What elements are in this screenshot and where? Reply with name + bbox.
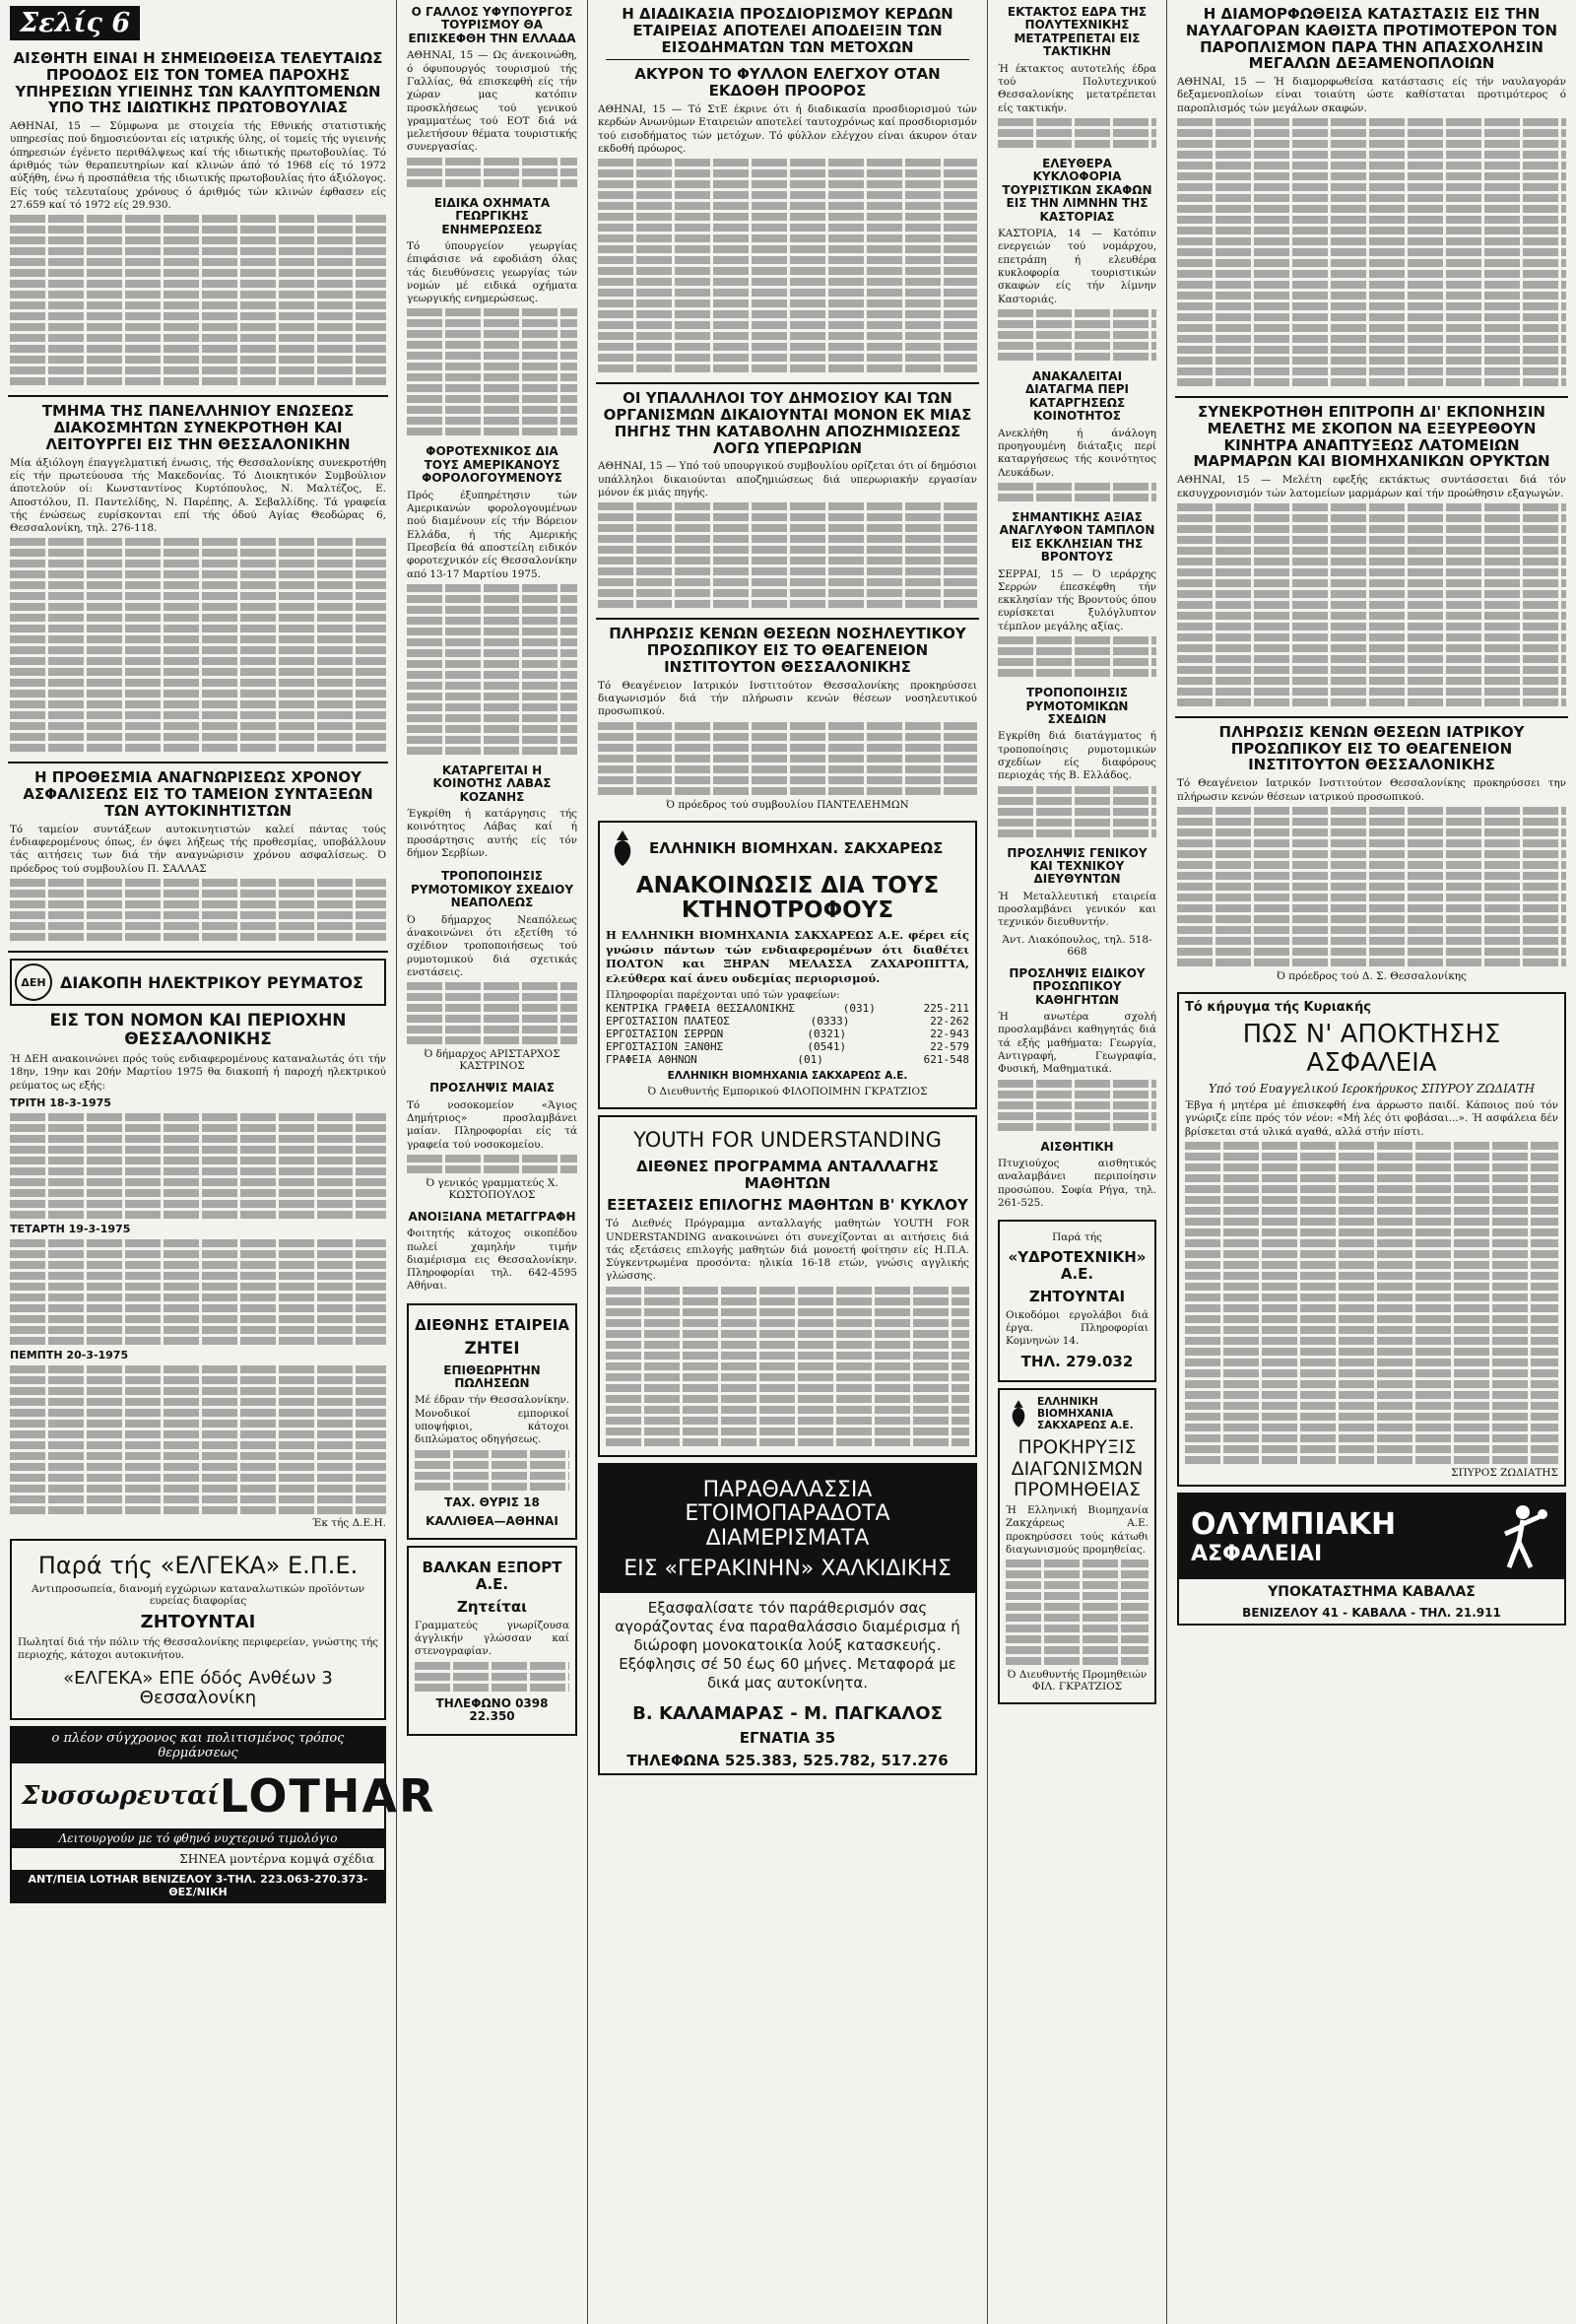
ad-top: ο πλέον σύγχρονος και πολιτισμένος τρόπος θερμάνσεως <box>12 1728 384 1763</box>
article-body: ΑΘΗΝΑΙ, 15 — Ως άνεκοινώθη, ό όφυπουργός τουρισμού τής Γαλλίας, θά επισκεφθή είς τήν χώραν μας κατόπιν προσκλήσεως τού γενικού γραμματέως τού ΕΟΤ διά νά μελετήσουν θέματα τουριστικής συνεργασίας. <box>407 49 577 154</box>
sugar-beet-icon <box>1006 1398 1031 1429</box>
ad-title: ΒΑΛΚΑΝ ΕΞΠΟΡΤ Α.Ε. <box>422 1559 562 1594</box>
headline: Ο ΓΑΛΛΟΣ ΥΦΥΠΟΥΡΓΟΣ ΤΟΥΡΙΣΜΟΥ ΘΑ ΕΠΙΣΚΕΦΘΗ ΤΗΝ ΕΛΛΑΔΑ <box>408 5 576 45</box>
ad-sub: ΔΙΕΘΝΕΣ ΠΡΟΓΡΑΜΜΑ ΑΝΤΑΛΛΑΓΗΣ ΜΑΘΗΤΩΝ <box>636 1157 939 1192</box>
dei-banner: ΔΙΑΚΟΠΗ ΗΛΕΚΤΡΙΚΟΥ ΡΕΥΜΑΤΟΣ <box>60 972 363 992</box>
headline: Η ΔΙΑΜΟΡΦΩΘΕΙΣΑ ΚΑΤΑΣΤΑΣΙΣ ΕΙΣ ΤΗΝ ΝΑΥΛΑΓΟΡΑΝ ΚΑΘΙΣΤΑ ΠΡΟΤΙΜΟΤΕΡΟΝ ΤΟΝ ΠΑΡΟΠΛΙΣΜΟΝ ΠΑΡΑ ΤΗΝ ΑΠΑΣΧΟΛΗΣΙΝ ΜΕΓΑΛΩΝ ΔΕΞΑΜΕΝΟΠΛΟΙΩΝ <box>1185 5 1558 73</box>
column-3 <box>588 0 987 2324</box>
ad-title: ΔΙΕΘΝΗΣ ΕΤΑΙΡΕΙΑ <box>415 1315 569 1334</box>
article-signature: Ό πρόεδρος τού συμβουλίου ΠΑΝΤΕΛΕΗΜΩΝ <box>666 798 909 811</box>
column-4 <box>988 0 1166 2324</box>
ad-headline: Παρά τής «ΕΛΓΕΚΑ» Ε.Π.Ε. <box>37 1551 359 1579</box>
ad-location: ΕΙΣ «ΓΕΡΑΚΙΝΗΝ» ΧΑΛΚΙΔΙΚΗΣ <box>624 1556 952 1581</box>
office-row: ΕΡΓΟΣΤΑΣΙΟΝ ΞΑΝΘΗΣ (0541) 22-579 <box>606 1040 969 1054</box>
article-polytechnic <box>998 6 1156 148</box>
ad-brand: LOTHAR <box>219 1768 436 1823</box>
ad-text: Οικοδόμοι εργολάβοι διά έργα. Πληροφορίαι Κομνηνών 14. <box>1006 1308 1149 1348</box>
article-town-plans <box>998 687 1156 837</box>
headline: ΠΡΟΣΛΗΨΙΣ ΕΙΔΙΚΟΥ ΠΡΟΣΩΠΙΚΟΥ ΚΑΘΗΓΗΤΩΝ <box>1009 965 1146 1007</box>
office-row: ΕΡΓΟΣΤΑΣΙΟΝ ΠΛΑΤΕΟΣ (0333) 22-262 <box>606 1015 969 1029</box>
article-body: Πρός έξυπηρέτησιν τών Αμερικανών φορολογουμένων πού διαμένουν είς τήν Βόρειον Ελλάδα, ή τής Αμερικής Πρεσβεία θά αποστείλη ειδικόν φοροτεχνικόν είς Θεσσαλονίκην από 13-17 Μαρτίου 1975. <box>407 489 577 580</box>
article-body: Ή ανωτέρα σχολή προσλαμβάνει καθηγητάς διά τά εξής μαθήματα: Γεωργία, Αντιγραφή, Γεωγραφία, Φυσική, Μαθηματικά. <box>998 1011 1156 1076</box>
ad-names: Β. ΚΑΛΑΜΑΡΑΣ - Μ. ΠΑΓΚΑΛΟΣ <box>632 1703 943 1725</box>
headline: ΠΛΗΡΩΣΙΣ ΚΕΝΩΝ ΘΕΣΕΩΝ ΙΑΤΡΙΚΟΥ ΠΡΟΣΩΠΙΚΟΥ ΕΙΣ ΤΟ ΘΕΑΓΕΝΕΙΟΝ ΙΝΣΤΙΤΟΥΤΟΝ ΘΕΣΣΑΛΟΝΙΚΗΣ <box>1218 722 1525 774</box>
article-shipping-market <box>1177 6 1566 386</box>
headline: Η ΠΡΟΘΕΣΜΙΑ ΑΝΑΓΝΩΡΙΣΕΩΣ ΧΡΟΝΟΥ ΑΣΦΑΛΙΣΕΩΣ ΕΙΣ ΤΟ ΤΑΜΕΙΟΝ ΣΥΝΤΑΞΕΩΝ ΤΩΝ ΑΥΤΟΚΙΝΗΤΙΣΤΩΝ <box>23 768 373 821</box>
headline: ΠΡΟΣΛΗΨΙΣ ΜΑΙΑΣ <box>429 1081 555 1096</box>
ad-box: ΤΑΧ. ΘΥΡΙΣ 18 <box>444 1494 540 1509</box>
ad-text: Γραμματεύς γνωρίζουσα άγγλικήν γλώσσαν καί στενογραφίαν. <box>415 1619 569 1658</box>
article-public-employees <box>598 390 977 608</box>
column-5 <box>1167 0 1576 2324</box>
headline: ΕΙΣ ΤΟΝ ΝΟΜΟΝ ΚΑΙ ΠΕΡΙΟΧΗΝ ΘΕΣΣΑΛΟΝΙΚΗΣ <box>49 1011 347 1050</box>
ad-sugar-tenders <box>998 1388 1156 1704</box>
ad-phones: ΤΗΛΕΦΩΝΑ 525.383, 525.782, 517.276 <box>626 1752 949 1770</box>
ad-phone: ΤΗΛ. 279.032 <box>1020 1353 1134 1371</box>
ad-novelty: ΣΗΝΕΑ μοντέρνα κομψά σχέδια <box>179 1851 374 1866</box>
ad-text: Τό Διεθνές Πρόγραμμα ανταλλαγής μαθητών YOUTH FOR UNDERSTANDING ανακοινώνει ότι συνεχίζονται αι αιτήσεις διά τάς εξετάσεις επιλογής μαθητών διά μονοετή φοίτησιν είς Η.Π.Α. Σύγκεντρωμένα προσόντα: ηλικία 16-18 ετών, γνώσις αγγλικής γλώσσης. <box>606 1218 969 1283</box>
ad-wanted: ΖΗΤΕΙ <box>464 1338 520 1359</box>
dei-logo: ΔΕΗ <box>15 963 52 1001</box>
discus-thrower-icon <box>1493 1502 1552 1571</box>
article-company-profits <box>598 6 977 372</box>
article-signature: Άντ. Λιακόπουλος, τηλ. 518-668 <box>1002 933 1152 958</box>
ad-brand-script: Συσσωρευταί <box>22 1780 220 1811</box>
headline: Η ΔΙΑΔΙΚΑΣΙΑ ΠΡΟΣΔΙΟΡΙΣΜΟΥ ΚΕΡΔΩΝ ΕΤΑΙΡΕΙΑΣ ΑΠΟΤΕΛΕΙ ΑΠΟΔΕΙΞΙΝ ΤΩΝ ΕΙΣΟΔΗΜΑΤΩΝ ΤΩΝ ΜΕΤΟΧΩΝ <box>622 5 953 56</box>
article-midwife <box>407 1082 577 1201</box>
ad-brand: ΟΛΥΜΠΙΑΚΗ <box>1191 1506 1397 1542</box>
ad-footer: ΕΛΛΗΝΙΚΗ ΒΙΟΜΗΧΑΝΙΑ ΣΑΚΧΑΡΕΩΣ Α.Ε. <box>667 1070 908 1083</box>
article-classified <box>407 1211 577 1294</box>
headline: ΠΡΟΣΛΗΨΙΣ ΓΕΝΙΚΟΥ ΚΑΙ ΤΕΧΝΙΚΟΥ ΔΙΕΥΘΥΝΤΩΝ <box>1007 845 1148 887</box>
headline: ΕΛΕΥΘΕΡΑ ΚΥΚΛΟΦΟΡΙΑ ΤΟΥΡΙΣΤΙΚΩΝ ΣΚΑΦΩΝ ΕΙΣ ΤΗΝ ΛΙΜΝΗΝ ΤΗΣ ΚΑΣΤΟΡΙΑΣ <box>1002 156 1152 224</box>
article-body: ΑΘΗΝΑΙ, 15 — Σύμφωνα με στοιχεία τής Εθνικής στατιστικής υπηρεσίας πού δημοσιεύονται είς ιατρικής ύλης, οί τομείς τής υγιεινής όπηρεσιών έγένετο περιθάλψεως καί τής ιδιωτικής πρωτοβουλίας. Τό άριθμός τών θεραπευτηρίων καί κλινών άπό τό 1968 είς τό 1972 αύξήθη, ένω ή προσπάθεια τής ιδιωτικής πρωτοβουλίας ήτο άξιόλογος. Είς τούς τελευταίους χρόνους ό άριθμός τών κλινών έφθασεν είς 27.659 καί τό 1972 είς 29.930. <box>10 120 386 211</box>
outage-day: ΤΡΙΤΗ 18-3-1975 <box>10 1096 111 1109</box>
ad-city: ΚΑΛΛΙΘΕΑ—ΑΘΗΝΑΙ <box>426 1514 558 1529</box>
sugar-beet-icon <box>606 829 639 868</box>
ad-balkan-export <box>407 1546 577 1735</box>
headline: ΠΩΣ Ν' ΑΠΟΚΤΗΣΗΣ ΑΣΦΑΛΕΙΑ <box>1242 1019 1501 1078</box>
ad-street: ΕΓΝΑΤΙΑ 35 <box>739 1729 836 1748</box>
ad-company: ΕΛΛΗΝΙΚΗ ΒΙΟΜΗΧΑΝ. ΣΑΚΧΑΡΕΩΣ <box>649 838 944 857</box>
article-tax-advisor <box>407 445 577 754</box>
ad-address: ΒΕΝΙΖΕΛΟΥ 41 - ΚΑΒΑΛΑ - ΤΗΛ. 21.911 <box>1242 1605 1501 1620</box>
article-neapolis-plan <box>407 870 577 1072</box>
ad-company: «ΥΔΡΟΤΕΧΝΙΚΗ» Α.Ε. <box>1008 1248 1147 1283</box>
article-body: Τό νοσοκομείον «Άγιος Δημήτριος» προσλαμβάνει μαίαν. Πληροφορίαι είς τά γραφεία τού νοσοκομείου. <box>407 1098 577 1151</box>
article-marble-quarries <box>1177 404 1566 706</box>
ad-wanted: ΖΗΤΟΥΝΤΑΙ <box>1028 1287 1126 1305</box>
ad-text: Πωληταί διά τήν πόλιν τής Θεσσαλονίκης περιφερείαν, γνώστης τής περιοχής, κάτοχοι αυτοκινήτου. <box>18 1636 378 1662</box>
ad-branch: ΥΠΟΚΑΤΑΣΤΗΜΑ ΚΑΒΑΛΑΣ <box>1268 1583 1476 1600</box>
page-masthead: Σελίς 6 <box>10 6 140 40</box>
article-medical-staff <box>1177 724 1566 982</box>
ad-headline: ΠΡΟΚΗΡΥΞΙΣ ΔΙΑΓΩΝΙΣΜΩΝ ΠΡΟΜΗΘΕΙΑΣ <box>1011 1436 1144 1500</box>
article-body: Ανεκλήθη ή άνάλογη προηγουμένη διάταξις περί καταργήσεως τής κοινότητος Λευκάδων. <box>998 427 1156 479</box>
article-kastoria-boats <box>998 158 1156 361</box>
article-body: ΑΘΗΝΑΙ, 15 — Ή διαμορφωθείσα κατάστασις είς τήν ναυλαγοράν δεξαμενοπλοίων είναι τοιαύτη ώστε καθίσταται προτιμότερος ό παροπλισμός τών μεγάλων σκαφών. <box>1177 76 1566 114</box>
article-body: Φοιτητής κάτοχος οικοπέδου πωλεί χαμηλήν τιμήν διαμέρισμα εις Θεσσαλονίκην. Πληροφορίαι τηλ. 642-4595 Αθήναι. <box>407 1228 577 1293</box>
ad-address: ΑΝΤ/ΠΕΙΑ LOTHAR ΒΕΝΙΖΕΛΟΥ 3-ΤΗΛ. 223.063-270.373-ΘΕΣ/ΝΙΚΗ <box>12 1870 384 1901</box>
headline: ΠΛΗΡΩΣΙΣ ΚΕΝΩΝ ΘΕΣΕΩΝ ΝΟΣΗΛΕΥΤΙΚΟΥ ΠΡΟΣΩΠΙΚΟΥ ΕΙΣ ΤΟ ΘΕΑΓΕΝΕΙΟΝ ΙΝΣΤΙΤΟΥΤΟΝ ΘΕΣΣΑΛΟΝΙΚΗΣ <box>609 625 966 676</box>
headline: ΣΥΝΕΚΡΟΤΗΘΗ ΕΠΙΤΡΟΠΗ ΔΙ' ΕΚΠΟΝΗΣΙΝ ΜΕΛΕΤΗΣ ΜΕ ΣΚΟΠΟΝ ΝΑ ΕΞΕΥΡΕΘΟΥΝ ΚΙΝΗΤΡΑ ΑΝΑΠΤΥΞΕΩΣ ΛΑΤΟΜΕΙΩΝ ΜΑΡΜΑΡΩΝ ΚΑΙ ΒΙΟΜΗΧΑΝΙΚΩΝ ΟΡΥΚΤΩΝ <box>1193 403 1550 471</box>
article-decree-revoked <box>998 370 1156 501</box>
ad-address: «ΕΛΓΕΚΑ» ΕΠΕ όδός Ανθέων 3 Θεσσαλονίκη <box>63 1667 333 1708</box>
article-signature: ΣΠΥΡΟΣ ΖΩΔΙΑΤΗΣ <box>1451 1466 1558 1479</box>
outage-day: ΠΕΜΠΤΗ 20-3-1975 <box>10 1348 129 1361</box>
headline: ΑΝΟΙΞΙΑΝΑ ΜΕΤΑΓΓΡΑΦΗ <box>408 1209 576 1224</box>
ad-company: ΕΛΛΗΝΙΚΗ ΒΙΟΜΗΧΑΝΙΑ ΣΑΚΧΑΡΕΩΣ Α.Ε. <box>1037 1396 1134 1432</box>
article-directors <box>998 847 1156 958</box>
article-agriculture-vehicles <box>407 197 577 436</box>
article-teachers <box>998 967 1156 1131</box>
ad-role: ΕΠΙΘΕΩΡΗΤΗΝ ΠΩΛΗΣΕΩΝ <box>443 1362 541 1390</box>
headline: ΟΙ ΥΠΑΛΛΗΛΟΙ ΤΟΥ ΔΗΜΟΣΙΟΥ ΚΑΙ ΤΩΝ ΟΡΓΑΝΙΣΜΩΝ ΔΙΚΑΙΟΥΝΤΑΙ ΜΟΝΟΝ ΕΚ ΜΙΑΣ ΠΗΓΗΣ ΤΗΝ ΚΑΤΑΒΟΛΗΝ ΑΠΟΖΗΜΙΩΣΕΩΣ ΛΟΓΩ ΥΠΕΡΩΡΙΩΝ <box>603 389 972 457</box>
article-body: ΚΑΣΤΟΡΙΑ, 14 — Κατόπιν ενεργειών τού νομάρχου, επετράπη ή ελευθέρα κυκλοφορία τουριστικών σκαφών είς τήν λίμνην Καστοριάς. <box>998 228 1156 305</box>
ad-hydrotechniki <box>998 1220 1156 1382</box>
ad-sub: Αντιπροσωπεία, διανομή εγχώριων καταναλωτικών προϊόντων ευρείας διαφορίας <box>31 1582 365 1607</box>
article-health-services <box>10 50 386 385</box>
article-insurance-deadline <box>10 769 386 941</box>
notice-signoff: Έκ τής Δ.Ε.Η. <box>311 1516 386 1529</box>
article-body: Μία άξιόλογη έπαγγελματική ένωσις, τής Θεσσαλονίκης συνεκροτήθη είς τήν πρωτεύουσα τής Μακεδονίας. Τό Διοικητικόν Συμβούλιον άποτελούν οί: Κωνσταντίνος Κυρτόπουλος, Ν. Μαλτέζος, Ε. Αποστόλου, Π. Παντελίδης, Ν. Παρέπης, Α. Σεβαλλίδης. Τά γραφεία τής ένώσεως ευρίσκονται επί τής όδού Αγίας Θεοδώρας 6, Θεσσαλονίκη, τηλ. 276-118. <box>10 456 386 535</box>
article-body: Ό δήμαρχος Νεαπόλεως άνακοινώνει ότι εξετίθη τό σχέδιον τροποποιήσεως τού ρυμοτομικού διά σχετικάς ενστάσεις. <box>407 913 577 978</box>
article-signature: Ό πρόεδρος τού Δ. Σ. Θεσσαλονίκης <box>1277 969 1467 982</box>
office-row: ΚΕΝΤΡΙΚΑ ΓΡΑΦΕΙΑ ΘΕΣΣΑΛΟΝΙΚΗΣ (031) 225-211 <box>606 1002 969 1016</box>
ad-wanted: Ζητείται <box>456 1598 528 1617</box>
office-row: ΕΡΓΟΣΤΑΣΙΟΝ ΣΕΡΡΩΝ (0321) 22-943 <box>606 1028 969 1041</box>
ad-signature: Ό Διευθυντής Εμπορικού ΦΙΛΟΠΟΙΜΗΝ ΓΚΡΑΤΖΙΟΣ <box>647 1086 928 1098</box>
article-sunday-sermon <box>1177 992 1566 1487</box>
notice-intro: Ή ΔΕΗ ανακοινώνει πρός τούς ενδιαφερομένους καταναλωτάς ότι τήν 18ην, 19ην και 20ήν Μαρτίου 1975 θα διακοπή ή παροχή ηλεκτρικού ρεύματος ως εξής: <box>10 1053 386 1092</box>
article-body: Τό ταμείον συντάξεων αυτοκινητιστών καλεί πάντας τούς ένδιαφερομένους όπως, έν όψει λήξεως τής προθεσμίας, υποβάλλουν τάς αιτήσεις των διά τήν αναγνώρισιν χρόνου ασφαλίσεως. Ό πρόεδρος τού συμβουλίου Π. ΣΑΛΛΑΣ <box>10 823 386 875</box>
ad-sugar-industry <box>598 821 977 1110</box>
headline: ΕΙΔΙΚΑ ΟΧΗΜΑΤΑ ΓΕΩΡΓΙΚΗΣ ΕΝΗΜΕΡΩΣΕΩΣ <box>433 195 551 236</box>
column-2 <box>397 0 587 2324</box>
article-signature: Ό γενικός γραμματεύς Χ. ΚΩΣΤΟΠΟΥΛΟΣ <box>426 1176 558 1201</box>
ad-wanted: ΖΗΤΟΥΝΤΑΙ <box>140 1611 256 1632</box>
article-body: Ή έκτακτος αυτοτελής έδρα τού Πολυτεχνικού Θεσσαλονίκης μετατρέπεται είς τακτικήν. <box>998 62 1156 114</box>
headline: ΚΑΤΑΡΓΕΙΤΑΙ Η ΚΟΙΝΟΤΗΣ ΛΑΒΑΣ ΚΟΖΑΝΗΣ <box>432 763 552 804</box>
subheadline: ΑΚΥΡΟΝ ΤΟ ΦΥΛΛΟΝ ΕΛΕΓΧΟΥ ΟΤΑΝ ΕΚΔΟΘΗ ΠΡΟΟΡΟΣ <box>634 65 941 100</box>
ad-text: Εξασφαλίσατε τόν παράθερισμόν σας αγοράζοντας ένα παραθαλάσσιο διαμέρισμα ή διώροφη μονοκατοικία λούξ κατασκευής. Εξόφλησις σέ 50 έως 60 μήνες. Μεταφορά με δικά μας αυτοκίνητα. <box>615 1599 960 1693</box>
headline: ΑΝΑΚΑΛΕΙΤΑΙ ΔΙΑΤΑΓΜΑ ΠΕΡΙ ΚΑΤΑΡΓΗΣΕΩΣ ΚΟΙΝΟΤΗΤΟΣ <box>1024 368 1130 424</box>
headline: ΤΡΟΠΟΠΟΙΗΣΙΣ ΡΥΜΟΤΟΜΙΚΟΥ ΣΧΕΔΙΟΥ ΝΕΑΠΟΛΕΩΣ <box>410 869 574 910</box>
ad-elgeka <box>10 1539 386 1720</box>
column-1 <box>0 0 436 2324</box>
article-body: ΑΘΗΝΑΙ, 15 — Τό ΣτΕ έκρινε ότι ή διαδικασία προσδιορισμού τών κερδών Ανωνύμων Εταιρειών αποτελεί ταυτοχρόνως καί προσδιορισμόν τού εισοδήματος τών μετόχων. Τό φύλλον ελέγχου είναι άκυρον όταν εκδοθή πρόωρος. <box>598 102 977 155</box>
article-decorators-union <box>10 403 386 752</box>
article-body: Εγκρίθη διά διατάγματος ή τροποποίησις ρυμοτομικών σχεδίων είς διαφόρους περιοχάς τής Β. Ελλάδος. <box>998 730 1156 782</box>
ad-phone: ΤΗΛΕΦΩΝΟ 0398 22.350 <box>435 1695 549 1724</box>
article-body: ΑΘΗΝΑΙ, 15 — Μελέτη εφεξής εκτάκτως συντάσσεται διά τόν εκσυγχρονισμόν τών λατομείων μαρμάρων καί τήν προώθησιν εξαγωγών. <box>1177 474 1566 499</box>
headline: ΕΚΤΑΚΤΟΣ ΕΔΡΑ ΤΗΣ ΠΟΛΥΤΕΧΝΙΚΗΣ ΜΕΤΑΤΡΕΠΕΤΑΙ ΕΙΣ ΤΑΚΤΙΚΗΝ <box>1007 5 1148 59</box>
ad-text: Μέ έδραν τήν Θεσσαλονίκην. Μονοδικοί εμπορικοί υποψήφιοι, κάτοχοι διπλώματος οδηγήσεως. <box>415 1394 569 1446</box>
article-body: Έγκρίθη ή κατάργησις τής κοινότητος Λάβας καί ή προσάρτησις αυτής είς τόν δήμον Σερβίων. <box>407 808 577 860</box>
article-lava-community <box>407 764 577 861</box>
article-french-minister <box>407 6 577 187</box>
ad-international-company <box>407 1303 577 1541</box>
column-kicker: Τό κήρυγμα τής Κυριακής <box>1185 999 1371 1015</box>
article-nursing-staff <box>598 626 977 810</box>
ad-pre: Παρά τής <box>1052 1231 1102 1244</box>
ad-signature: Ό Διευθυντής Προμηθειών ΦΙΛ. ΓΚΡΑΤΖΙΟΣ <box>1007 1669 1148 1693</box>
headline: ΤΡΟΠΟΠΟΙΗΣΙΣ ΡΥΜΟΤΟΜΙΚΩΝ ΣΧΕΔΙΩΝ <box>1025 686 1129 726</box>
ad-text: Ή Ελληνική Βιομηχανία Ζακχάρεως Α.Ε. προκηρύσσει τούς κάτωθι διαγωνισμούς προμηθείας. <box>1006 1504 1149 1556</box>
notice-power-outage <box>10 959 386 1529</box>
office-row: ΓΡΑΦΕΙΑ ΑΘΗΝΩΝ (01) 621-548 <box>606 1053 969 1067</box>
ad-subtitle: Πληροφορίαι παρέχονται υπό τών γραφείων: <box>606 989 840 1002</box>
headline: ΑΙΣΘΗΤΙΚΗ <box>1040 1139 1114 1154</box>
article-body: Τό Θεαγένειον Ιατρικόν Ινστιτούτον Θεσσαλονίκης προκηρύσσει διαγωνισμόν διά τήν πλήρωσιν κενών θέσεων νοσηλευτικού προσωπικού. <box>598 679 977 718</box>
ad-olympic-insurance <box>1177 1493 1566 1626</box>
ad-headline: YOUTH FOR UNDERSTANDING <box>633 1128 942 1153</box>
outage-day: ΤΕΤΑΡΤΗ 19-3-1975 <box>10 1222 131 1235</box>
ad-line: Λειτουργούν με τό φθηνό νυχτερινό τιμολόγιο <box>12 1828 384 1848</box>
ad-headline: ΠΑΡΑΘΑΛΑΣΣΙΑ ΕΤΟΙΜΟΠΑΡΑΔΟΤΑ ΔΙΑΜΕΡΙΣΜΑΤΑ <box>685 1477 890 1551</box>
headline: ΑΙΣΘΗΤΗ ΕΙΝΑΙ Η ΣΗΜΕΙΩΘΕΙΣΑ ΤΕΛΕΥΤΑΙΩΣ ΠΡΟΟΔΟΣ ΕΙΣ ΤΟΝ ΤΟΜΕΑ ΠΑΡΟΧΗΣ ΥΠΗΡΕΣΙΩΝ ΥΓΙΕΙΝΗΣ ΤΩΝ ΚΑΛΥΠΤΟΜΕΝΩΝ ΥΠΟ ΤΗΣ ΙΔΙΩΤΙΚΗΣ ΠΡΩΤΟΒΟΥΛΙΑΣ <box>13 49 383 117</box>
ad-sub: ΑΣΦΑΛΕΙΑΙ <box>1191 1541 1323 1566</box>
article-aesthetics <box>998 1141 1156 1211</box>
ad-lothar <box>10 1726 436 1903</box>
ad-sub: ΕΞΕΤΑΣΕΙΣ ΕΠΙΛΟΓΗΣ ΜΑΘΗΤΩΝ Β' ΚΥΚΛΟΥ <box>607 1196 968 1215</box>
article-author: Υπό τού Ευαγγελικού Ιεροκήρυκος ΣΠΥΡΟΥ ΖΩΔΙΑΤΗ <box>1208 1082 1536 1096</box>
article-signature: Ό δήμαρχος ΑΡΙΣΤΑΡΧΟΣ ΚΑΣΤΡΙΝΟΣ <box>424 1048 560 1073</box>
article-body: Τό ύπουργείον γεωργίας έπιφάσισε νά εφοδιάση όλας τάς διευθύνσεις γεωργίας τών νομών μέ ειδικά οχήματα γεωργικής ενημερώσεως. <box>407 240 577 305</box>
headline: ΦΟΡΟΤΕΧΝΙΚΟΣ ΔΙΑ ΤΟΥΣ ΑΜΕΡΙΚΑΝΟΥΣ ΦΟΡΟΛΟΓΟΥΜΕΝΟΥΣ <box>422 444 562 486</box>
ad-youth-for-understanding <box>598 1115 977 1456</box>
headline: ΤΜΗΜΑ ΤΗΣ ΠΑΝΕΛΛΗΝΙΟΥ ΕΝΩΣΕΩΣ ΔΙΑΚΟΣΜΗΤΩΝ ΣΥΝΕΚΡΟΤΗΘΗ ΚΑΙ ΛΕΙΤΟΥΡΓΕΙ ΕΙΣ ΤΗΝ ΘΕΣΣΑΛΟΝΙΚΗΝ <box>41 402 355 453</box>
article-body: Ή Μεταλλευτική εταιρεία προσλαμβάνει γενικόν και τεχνικόν διευθυντήν. <box>998 890 1156 929</box>
article-body: ΑΘΗΝΑΙ, 15 — Υπό τού υπουργικού συμβουλίου ορίζεται ότι οί δημόσιοι υπάλληλοι δικαιούνται αποζημιώσεως διά υπερωριακήν εργασίαν μόνον έκ μιάς πηγής. <box>598 460 977 498</box>
headline: ΣΗΜΑΝΤΙΚΗΣ ΑΞΙΑΣ ΑΝΑΓΛΥΦΟΝ ΤΑΜΠΛΟΝ ΕΙΣ ΕΚΚΛΗΣΙΑΝ ΤΗΣ ΒΡΟΝΤΟΥΣ <box>999 509 1155 564</box>
article-body: Έβγα ή μητέρα μέ έπισκεφθή ένα άρρωστο παιδί. Κάποιος πού τόν γνώριζε είπε πρός τόν νέον: «Μή λές ότι φοβάσαι...». Ή ασφάλεια δέν βρίσκεται στά υλικά αγαθά, αλλά στήν πίστι. <box>1185 1099 1558 1138</box>
article-body: Τό Θεαγένειον Ιατρικόν Ινστιτούτον Θεσσαλονίκης προκηρύσσει την πλήρωσιν κενών θέσεων ιατρικού προσωπικού. <box>1177 777 1566 803</box>
office-list <box>606 1002 969 1066</box>
ad-headline: ΑΝΑΚΟΙΝΩΣΙΣ ΔΙΑ ΤΟΥΣ ΚΤΗΝΟΤΡΟΦΟΥΣ <box>635 872 940 924</box>
article-body: Πτυχιούχος αισθητικός αναλαμβάνει περιποίησιν προσώπου. Σοφία Ρήγα, τηλ. 261-525. <box>998 1158 1156 1209</box>
ad-apartments <box>598 1463 977 1775</box>
article-church-templon <box>998 511 1156 677</box>
ad-text: Η ΕΛΛΗΝΙΚΗ ΒΙΟΜΗΧΑΝΙΑ ΣΑΚΧΑΡΕΩΣ Α.Ε. φέρει είς γνώσιν πάντων τών ενδιαφερομένων ότι διαθέτει ΠΟΛΤΟΝ και ΞΗΡΑΝ ΜΕΛΑΣΣΑ ΖΑΧΑΡΟΠΙΤΤΑ, ελεύθερα καί άνευ ουδεμίας περιορισμού. <box>606 928 969 985</box>
article-body: ΣΕΡΡΑΙ, 15 — Ό ιεράρχης Σερρών έπεσκέφθη τήν εκκλησίαν τής Βροντούς όπου ευρίσκεται ξυλόγλυπτον τέμπλον μεγάλης αξίας. <box>998 567 1156 632</box>
